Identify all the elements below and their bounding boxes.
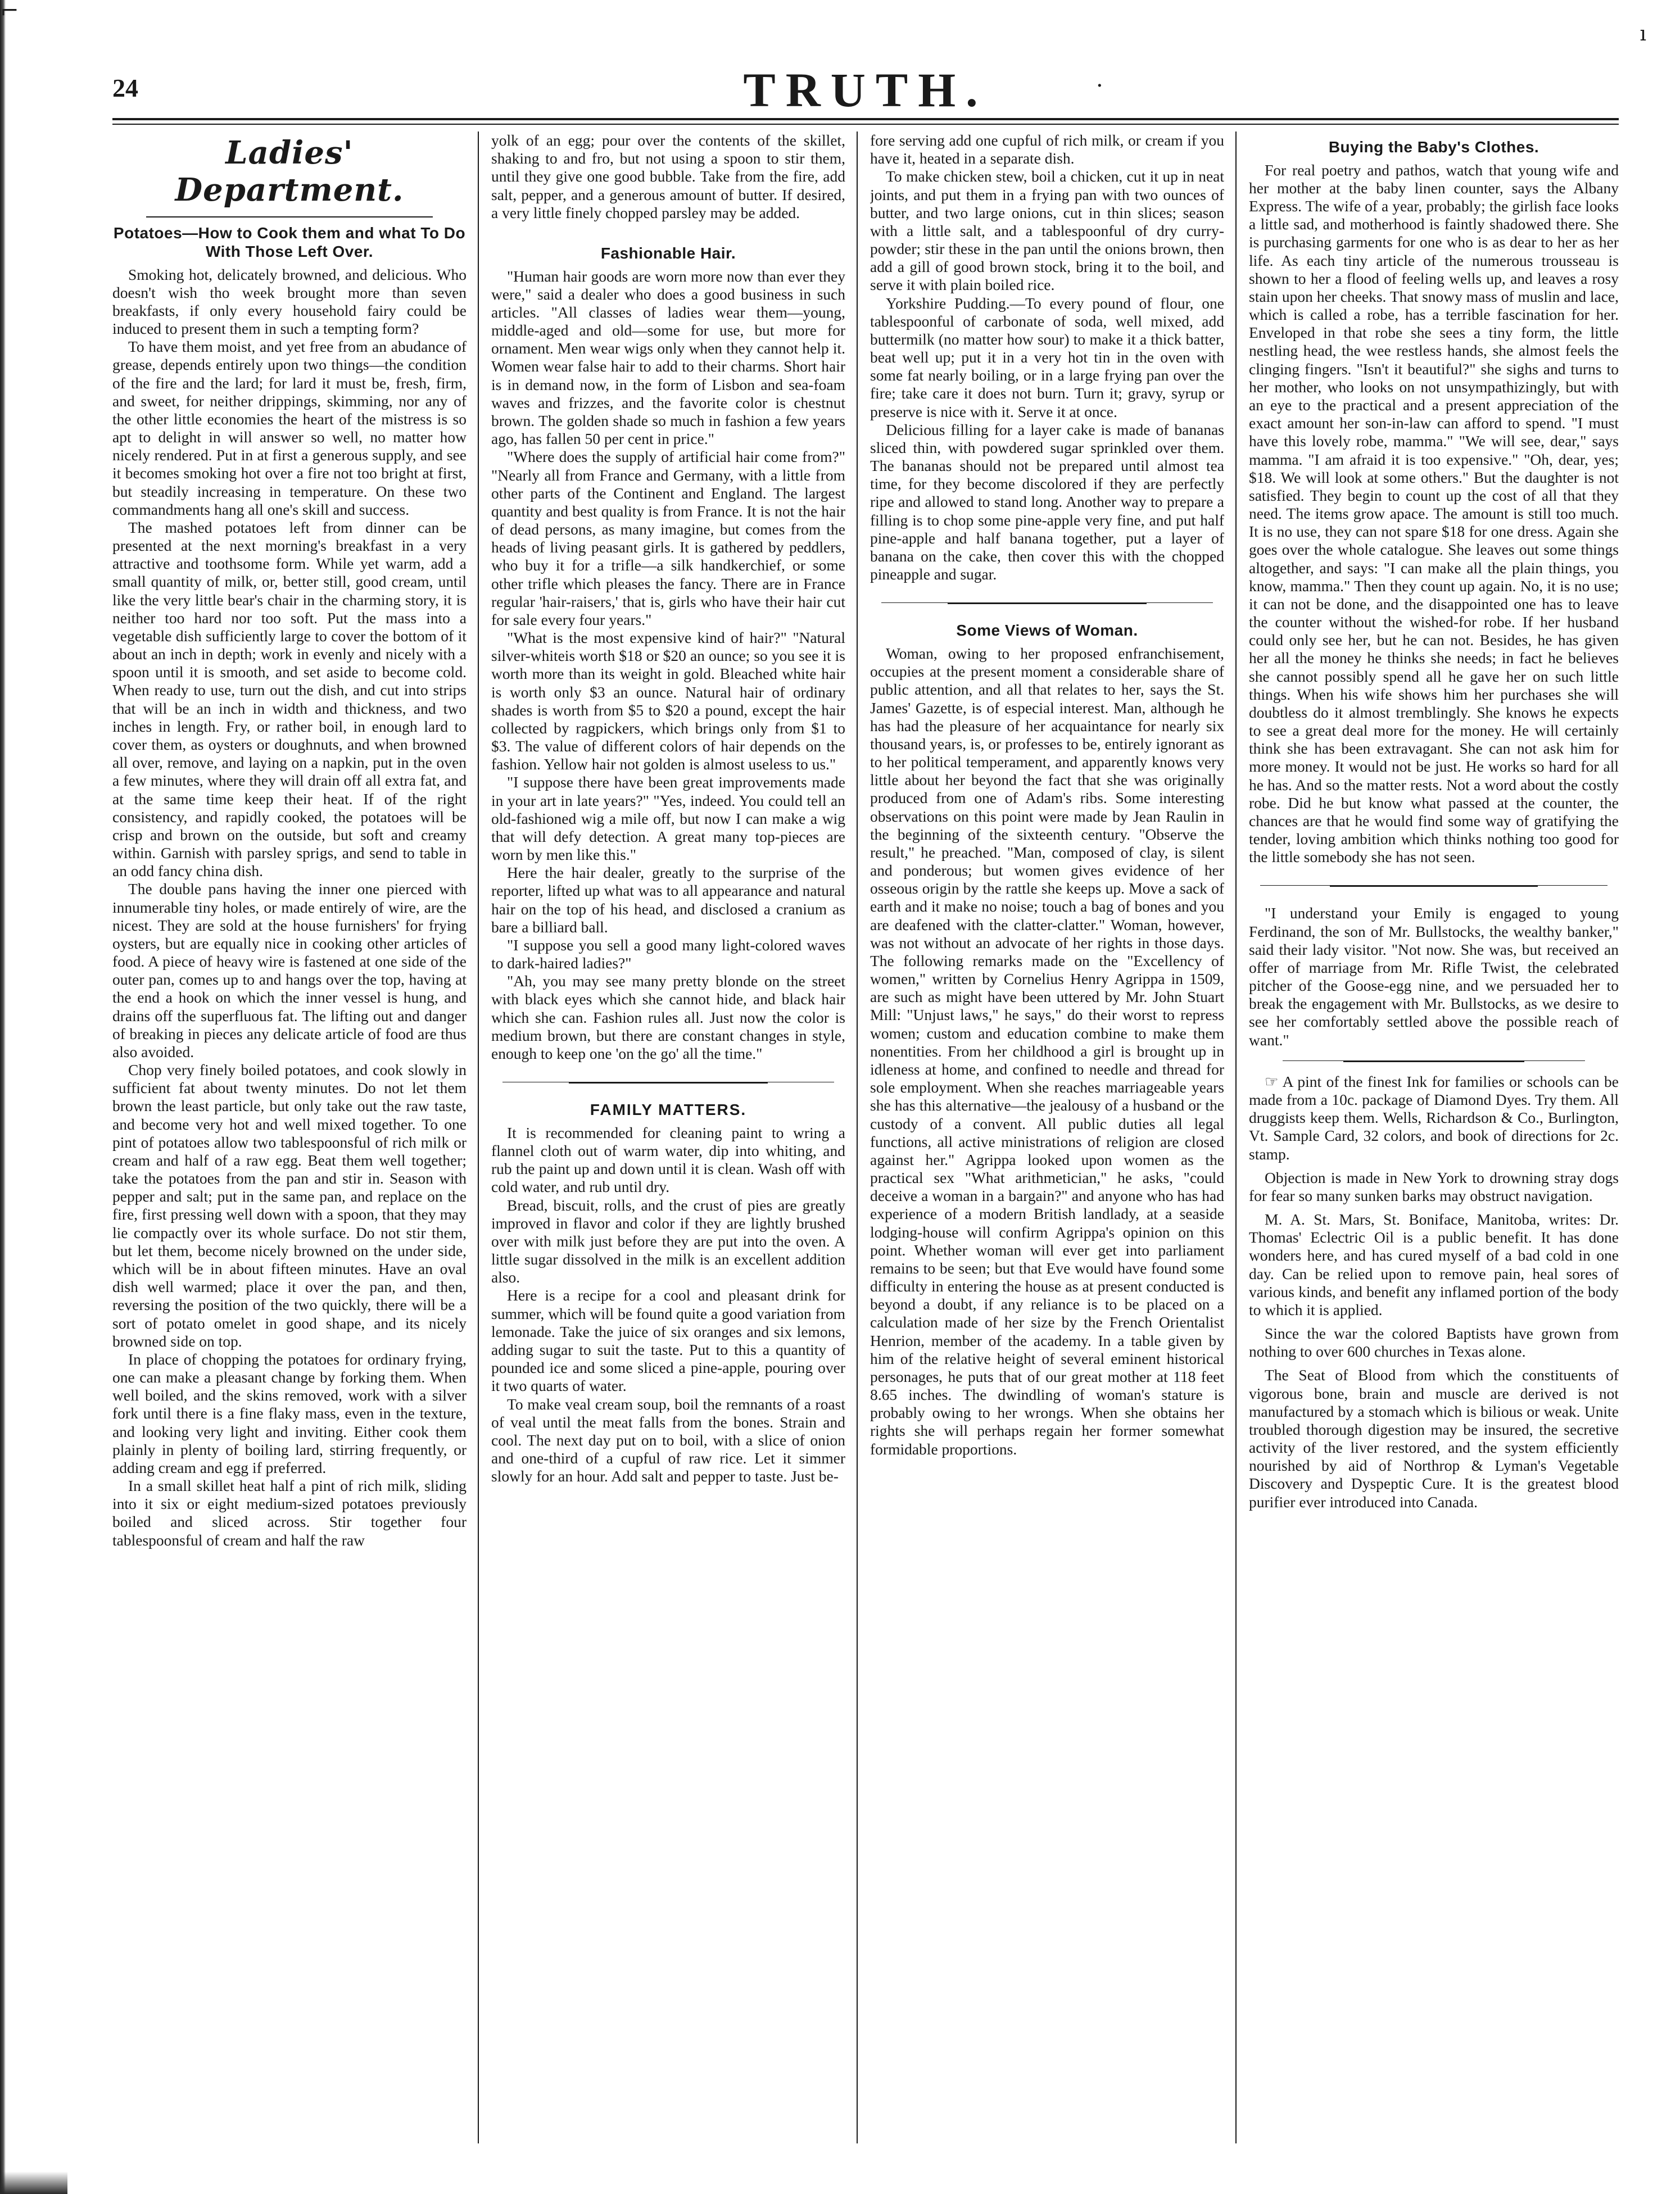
notice-paragraph: The Seat of Blood from which the constituents of vigorous bone, brain and muscle are derived is not manufactured by a stomach which is bilious or weak. Unite troubled thorough digestion may be insured, the secretive activity of the liver restored, and the system efficiently nourished by aid of Northrop & Lyman's Vegetable Discovery and Dyspeptic Cure. It is the greatest blood purifier ever introduced into Canada. xyxy=(1249,1366,1619,1511)
article-heading-babys-clothes: Buying the Baby's Clothes. xyxy=(1328,138,1539,156)
page-binding-edge xyxy=(0,0,6,2194)
article-paragraph: Bread, biscuit, rolls, and the crust of pies are greatly improved in flavor and color if they are lightly brushed over with milk just before they are put into the oven. A little sugar dissolved in the milk is an excellent addition also. xyxy=(491,1196,845,1286)
article-heading-potatoes: Potatoes—How to Cook them and what To Do With Those Left Over. xyxy=(113,224,466,260)
article-paragraph: Smoking hot, delicately browned, and delicious. Who doesn't wish tho week brought more than seven breakfasts, if only every household fairy could be induced to present them in such a tempting form? xyxy=(112,265,467,338)
department-rule xyxy=(146,216,433,217)
column-1 xyxy=(112,132,467,2143)
article-paragraph: The double pans having the inner one pierced with innumerable tiny holes, or made entirely of wire, are the nicest. They are sold at the house furnishers' for frying oysters, but are equally nice in cooking other articles of food. A piece of heavy wire is fastened at one side of the outer pan, comes up to and hangs over the top, having at the end a hook on which the inner vessel is hung, and drains off the superfluous fat. The lifting out and danger of breaking in pieces any delicate article of food are thus also avoided. xyxy=(112,880,467,1060)
page-corner-shadow xyxy=(0,2172,67,2194)
masthead-dot: · xyxy=(1096,73,1103,99)
article-paragraph: To have them moist, and yet free from an abudance of grease, depends entirely upon two things—the condition of the fire and the lard; for lard it must be, fresh, firm, and sweet, for neither drippings, skimming, nor any of the other little economies the heart of the mistress is so apt to delight in will answer so well, no matter how nicely rendered. Put in at first a generous supply, and see it becomes smoking hot over a fire not too bright at first, but steadily increasing in temperature. On these two commandments hang all one's skill and success. xyxy=(112,338,467,518)
article-heading-views-of-woman: Some Views of Woman. xyxy=(956,622,1138,640)
column-2 xyxy=(491,132,845,2143)
column-4 xyxy=(1249,132,1619,2143)
article-paragraph: In a small skillet heat half a pint of rich milk, sliding into it six or eight medium-sized potatoes previously boiled and sliced across. Stir together four tablespoonsful of cream and half the raw xyxy=(112,1477,467,1549)
article-paragraph: To make veal cream soup, boil the remnants of a roast of veal until the meat falls from the bones. Strain and cool. The next day put on to boil, with a slice of onion and one-third of a cupful of raw rice. Let it simmer slowly for an hour. Add salt and pepper to taste. Just be- xyxy=(491,1395,845,1485)
article-paragraph: fore serving add one cupful of rich milk, or cream if you have it, heated in a separate dish. xyxy=(870,132,1224,167)
article-paragraph: "What is the most expensive kind of hair?" "Natural silver-whiteis worth $18 or $20 an ounce; so you see it is worth more than its weight in gold. Bleached white hair is worth only $3 an ounce. Natural hair of ordinary shades is worth from $5 to $20 a pound, except the hair collected by ragpickers, which brings only from $1 to $3. The value of different colors of hair depends on the fashion. Yellow hair not golden is almost useless to us." xyxy=(491,629,845,773)
column-rule xyxy=(1235,132,1237,2143)
section-divider xyxy=(1260,882,1607,890)
article-paragraph: For real poetry and pathos, watch that young wife and her mother at the baby linen counter, says the Albany Express. The wife of a year, probably; the girlish face looks a little sad, and motherhood is faintly shadowed there. She is purchasing garments for one who is as dear to her as her life. As each tiny article of the numerous trousseau is shown to her a flood of feeling wells up, and leaves a rosy stain upon her cheeks. That snowy mass of muslin and lace, which is called a robe, has a terrible fascination for her. Enveloped in that robe she sees a tiny form, the little nestling head, the wee restless hands, she almost feels the clinging fingers. "Isn't it beautiful?" she sighs and turns to her mother, who looks on not unsympathizingly, but with an eye to the practical and a present appreciation of the exact amount her son-in-law can afford to spend. "I must have this lovely robe, mamma." "We will see, dear," says mamma. "I am afraid it is too expensive." "Oh, dear, yes; $18. We will look at some others." But the daughter is not satisfied. They begin to count up the cost of all that they need. The items grow apace. The amount is still too much. It is no use, they can not spare $18 for one dress. Again she goes over the whole catalogue. She leaves out some things altogether, and says: "I can make all the plain things, you know, mamma." Then they count up again. No, it is no use; it can not be done, and the disappointed one has to leave the counter without the wished-for robe. If her husband could only see her, but he can not. Besides, he has given her all the money he thinks she needs; in fact he believes she cannot possibly spend all he gave her on such little things. When his wife shows him her purchases she will doubtless do it almost tremblingly. She knows he expects to see a great deal more for the money. He will certainly think she has been extravagant. She can not ask him for more money. It would not be just. He works so hard for all he has. And so the matter rests. Not a word about the costly robe. Did he but know what passed at the counter, the chances are that he would find some way of gratifying the tender, loving ambition which thinks nothing too good for the little somebody she has not seen. xyxy=(1249,161,1619,866)
article-heading-fashionable-hair: Fashionable Hair. xyxy=(600,244,736,262)
section-divider xyxy=(1283,1057,1585,1065)
column-rule xyxy=(478,132,479,2143)
page-number: 24 xyxy=(112,74,138,102)
masthead xyxy=(112,56,1619,124)
article-paragraph: Yorkshire Pudding.—To every pound of flour, one tablespoonful of carbonate of soda, well mixed, add buttermilk (no matter how sour) to make it a thick batter, beat well up; put it in a very hot tin in the oven with some fat nearly boiling, or in a large frying pan over the fire; take care it does not burn. Turn it; gravy, syrup or preserve is nice with it. Serve it at once. xyxy=(870,294,1224,420)
article-paragraph: "I understand your Emily is engaged to young Ferdinand, the son of Mr. Bullstocks, the wealthy banker," said their lady visitor. "Not now. She was, but received an offer of marriage from Mr. Rifle Twist, the celebrated pitcher of the Goose-egg nine, and we persuaded her to break the engagement with Mr. Bullstocks, as we desire to see her comfortably settled above the possible reach of want." xyxy=(1249,904,1619,1049)
article-paragraph: "Human hair goods are worn more now than ever they were," said a dealer who does a good business in such articles. "All classes of ladies wear them—young, middle-aged and old—some for use, but more for ornament. Men wear wigs only when they cannot help it. Women wear false hair to add to their charms. Short hair is in demand now, in the form of Lisbon and sea-foam waves and frizzes, and the favorite color is chestnut brown. The golden shade so much in fashion a few years ago, has fallen 50 per cent in price." xyxy=(491,267,845,448)
article-paragraph: "Where does the supply of artificial hair come from?" "Nearly all from France and Germany, with a little from other parts of the Continent and England. The largest quantity and best quality is from France. It is not the hair of dead persons, as many imagine, but comes from the heads of living peasant girls. It is gathered by peddlers, who buy it for a trifle—a silk handkerchief, or some other trifle which pleases the fancy. There are in France regular 'hair-raisers,' that is, girls who have their hair cut for sale every four years." xyxy=(491,448,845,628)
newspaper-columns xyxy=(112,132,1619,2143)
article-paragraph: To make chicken stew, boil a chicken, cut it up in neat joints, and put them in a frying pan with two ounces of butter, and two large onions, cut in thin slices; season with a little salt, and a tablespoonful of dry curry-powder; stir these in the pan until the onions brown, then add a gill of good brown stock, bring it to the boil, and serve it with plain boiled rice. xyxy=(870,167,1224,294)
section-divider xyxy=(881,599,1213,607)
masthead-rule-thick xyxy=(112,118,1619,120)
column-rule xyxy=(857,132,858,2143)
masthead-rule-thin xyxy=(112,124,1619,125)
margin-tick-mark: ı xyxy=(1640,22,1646,46)
article-paragraph: Here the hair dealer, greatly to the surprise of the reporter, lifted up what was to all appearance and natural hair on the top of his head, and disclosed a cranium as bare a billiard ball. xyxy=(491,864,845,936)
article-paragraph: Here is a recipe for a cool and pleasant drink for summer, which will be found quite a good variation from lemonade. Take the juice of six oranges and six lemons, adding sugar to suit the taste. Put to this a quantity of pounded ice and some sliced a pine-apple, pouring over it two quarts of water. xyxy=(491,1286,845,1395)
notice-paragraph: Objection is made in New York to drowning stray dogs for fear so many sunken barks may obstruct navigation. xyxy=(1249,1168,1619,1204)
article-paragraph: "I suppose there have been great improvements made in your art in late years?" "Yes, indeed. You could tell an old-fashioned wig a mile off, but now I can make a wig that will defy detection. A great many top-pieces are worn by men like this." xyxy=(491,773,845,864)
notice-paragraph: ☞ A pint of the finest Ink for families or schools can be made from a 10c. package of Diamond Dyes. Try them. All druggists keep them. Wells, Richardson & Co., Burlington, Vt. Sample Card, 32 colors, and book of directions for 2c. stamp. xyxy=(1249,1072,1619,1163)
newspaper-title: TRUTH. xyxy=(743,63,988,117)
notice-paragraph: Since the war the colored Baptists have grown from nothing to over 600 churches in Texas alone. xyxy=(1249,1325,1619,1361)
article-paragraph: In place of chopping the potatoes for ordinary frying, one can make a pleasant change by forking them. When well boiled, and the skins removed, work with a silver fork until there is a fine flaky mass, even in the texture, and looking very light and inviting. Either cook them plainly in plenty of boiling lard, stirring frequently, or adding cream and egg if preferred. xyxy=(112,1350,467,1476)
article-heading-family-matters: FAMILY MATTERS. xyxy=(590,1101,747,1119)
article-paragraph: Chop very finely boiled potatoes, and cook slowly in sufficient fat about twenty minutes. Do not let them brown the least particle, but only take out the raw taste, and become very hot and well mixed together. To one pint of potatoes allow two tablespoonsful of rich milk or cream and half of a raw egg. Beat them well together; take the potatoes from the pan and stir in. Season with pepper and salt; put in the same pan, and replace on the fire, first pressing well down with a spoon, that they may lie compactly over its whole surface. Do not stir them, but let them, become nicely browned on the under side, which will be in about fifteen minutes. Have an oval dish well warmed; place it over the pan, and then, reversing the position of the two quickly, there will be a sort of potato omelet in good shape, and its nicely browned side on top. xyxy=(112,1061,467,1350)
article-paragraph: yolk of an egg; pour over the contents of the skillet, shaking to and fro, but not using a spoon to stir them, until they give one good bubble. Take from the fire, add salt, pepper, and a generous amount of butter. If desired, a very little finely chopped parsley may be added. xyxy=(491,132,845,221)
corner-mark-glyph: ⌐ xyxy=(0,0,19,24)
article-paragraph: It is recommended for cleaning paint to wring a flannel cloth out of warm water, dip into whiting, and rub the paint up and down until it is clean. Wash off with cold water, and rub until dry. xyxy=(491,1123,845,1196)
column-3 xyxy=(870,132,1224,2143)
article-paragraph: "I suppose you sell a good many light-colored waves to dark-haired ladies?" xyxy=(491,936,845,972)
article-paragraph: The mashed potatoes left from dinner can be presented at the next morning's breakfast in a very attractive and toothsome form. While yet warm, add a small quantity of milk, or, better still, good cream, until like the very little bear's chair in the charming story, it is neither too hard nor too soft. Put the mass into a vegetable dish sufficiently large to cover the bottom of it about an inch in depth; work in evenly and nicely with a spoon until it is smooth, and set aside to become cold. When ready to use, turn out the dish, and cut into strips that will be an inch in width and thickness, and two inches in length. Fry, or rather boil, in enough lard to cover them, as oysters or doughnuts, and when browned all over, remove, and laying on a napkin, put in the oven a few minutes, where they will drain off all extra fat, and at the same time keep their heat. If of the right consistency, and rapidly cooked, the potatoes will be crisp and brown on the outside, but soft and creamy within. Garnish with parsley sprigs, and send to table in an odd fancy china dish. xyxy=(112,518,467,880)
section-divider xyxy=(502,1078,834,1086)
notice-paragraph: M. A. St. Mars, St. Boniface, Manitoba, writes: Dr. Thomas' Eclectric Oil is a public benefit. It has done wonders here, and has cured myself of a bad cold in one day. Can be relied upon to remove pain, heal sores of various kinds, and benefit any inflamed portion of the body to which it is applied. xyxy=(1249,1211,1619,1318)
article-paragraph: Delicious filling for a layer cake is made of bananas sliced thin, with powdered sugar sprinkled over them. The bananas should not be prepared until almost tea time, for they become discolored if they are perfectly ripe and allowed to stand long. Another way to prepare a filling is to chop some pine-apple very fine, and put half pine-apple and half banana together, put a layer of banana on the cake, then cover this with the chopped pineapple and sugar. xyxy=(870,420,1224,583)
article-paragraph: Woman, owing to her proposed enfranchisement, occupies at the present moment a considerable share of public attention, and all that relates to her, says the St. James' Gazette, is of especial interest. Man, although he has had the pleasure of her acquaintance for nearly six thousand years, is, or professes to be, entirely ignorant as to her political temperament, and apparently knows very little about her beyond the fact that she was originally produced from one of Adam's ribs. Some interesting observations on this point were made by Jean Raulin in the beginning of the sixteenth century. "Observe the result," he preached. "Man, composed of clay, is silent and ponderous; but women gives evidence of her osseous origin by the rattle she keeps up. Move a sack of earth and it make no noise; touch a bag of bones and you are deafened with the clatter-clatter." Woman, however, was not without an advocate of her rights in those days. The following remarks made on the "Excellency of women," written by Cornelius Henry Agrippa in 1509, are such as might have been uttered by Mr. John Stuart Mill: "Unjust laws," he says," do their worst to repress women; custom and education combine to make them nonentities. From her childhood a girl is brought up in idleness at home, and confined to needle and thread for sole employment. When she reaches marriageable years she has this alternative—the jealousy of a husband or the custody of a convent. All public duties all legal functions, all active ministrations of religion are closed against her." Agrippa looked upon women as the practical sex "What arithmetician," he asks, "could deceive a woman in a bargain?" and anyone who has had experience of a modern British landlady, at a seaside lodging-house will confirm Agrippa's opinion on this point. Whether woman will ever get into parliament remains to be seen; but that Eve would have found some difficulty in entering the house as at present conducted is beyond a doubt, if any reliance is to be placed on a calculation made of her size by the French Orientalist Henrion, member of the academy. In a table given by him of the relative height of several eminent historical personages, he puts that of our great mother at 118 feet 8.65 inches. The dwindling of woman's stature is probably owing to her wrongs. When she obtains her rights she will perhaps regain her former somewhat formidable proportions. xyxy=(870,645,1224,1458)
department-heading: Ladies' Department. xyxy=(175,134,404,208)
article-paragraph: "Ah, you may see many pretty blonde on the street with black eyes which she cannot hide, and black hair which she can. Fashion rules all. Just now the color is medium brown, but there are constant changes in style, enough to keep one 'on the go' all the time." xyxy=(491,972,845,1062)
